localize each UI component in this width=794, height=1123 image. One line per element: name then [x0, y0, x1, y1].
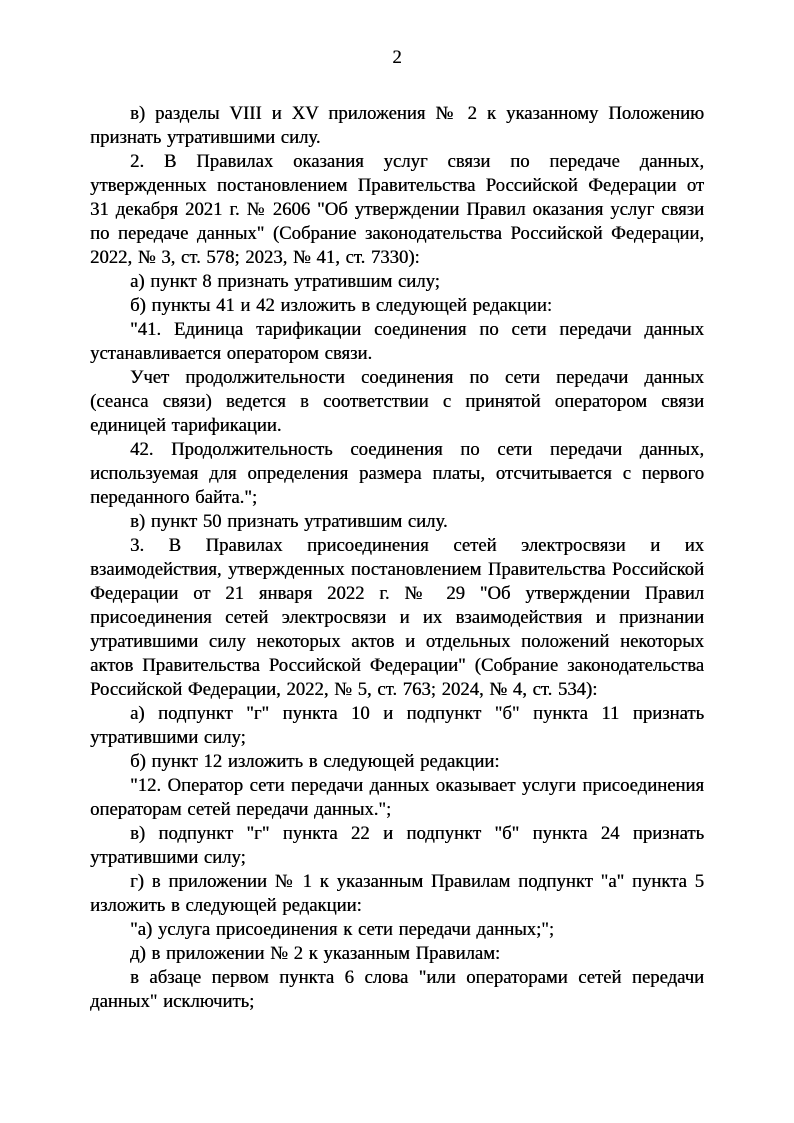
paragraph: 42. Продолжительность соединения по сети передачи данных, используемая для определения размера платы, отсчитывается с первого переданного байта."; [90, 439, 704, 508]
paragraph: "41. Единица тарификации соединения по сети передачи данных устанавливается оператором связи. [90, 319, 704, 364]
paragraph: Учет продолжительности соединения по сети передачи данных (сеанса связи) ведется в соответствии с принятой оператором связи единицей тарификации. [90, 367, 704, 436]
paragraph: д) в приложении № 2 к указанным Правилам: [130, 943, 501, 964]
paragraph: "а) услуга присоединения к сети передачи данных;"; [130, 919, 555, 940]
page-number: 2 [392, 47, 402, 68]
paragraph: 3. В Правилах присоединения сетей электросвязи и их взаимодействия, утвержденных постановлением Правительства Российской Федерации от 21 января 2022 г. № 29 "Об утверждении Правил присоединения сетей электросвязи и их взаимодействия и признании утратившими силу некоторых актов и отдельных положений некоторых актов Правительства Российской Федерации" (Собрание законодательства Российской Федерации, 2022, № 5, ст. 763; 2024, № 4, ст. 534): [90, 535, 704, 700]
paragraph: "12. Оператор сети передачи данных оказывает услуги присоединения операторам сетей передачи данных."; [90, 775, 704, 820]
paragraph: в абзаце первом пункта 6 слова "или операторами сетей передачи данных" исключить; [90, 967, 704, 1012]
paragraph: а) пункт 8 признать утратившим силу; [130, 271, 440, 292]
paragraph: г) в приложении № 1 к указанным Правилам подпункт "а" пункта 5 изложить в следующей редакции: [90, 871, 704, 916]
paragraph: в) пункт 50 признать утратившим силу. [130, 511, 448, 532]
document-body [90, 102, 704, 1014]
paragraph: а) подпункт "г" пункта 10 и подпункт "б" пункта 11 признать утратившими силу; [90, 703, 704, 748]
paragraph: в) подпункт "г" пункта 22 и подпункт "б" пункта 24 признать утратившими силу; [90, 823, 704, 868]
paragraph: б) пункт 12 изложить в следующей редакции: [130, 751, 500, 772]
paragraph: в) разделы VIII и XV приложения № 2 к указанному Положению признать утратившими силу. [90, 103, 704, 148]
paragraph: б) пункты 41 и 42 изложить в следующей редакции: [130, 295, 553, 316]
paragraph: 2. В Правилах оказания услуг связи по передаче данных, утвержденных постановлением Правительства Российской Федерации от 31 декабря 2021 г. № 2606 "Об утверждении Правил оказания услуг связи по передаче данных" (Собрание законодательства Российской Федерации, 2022, № 3, ст. 578; 2023, № 41, ст. 7330): [90, 151, 704, 268]
